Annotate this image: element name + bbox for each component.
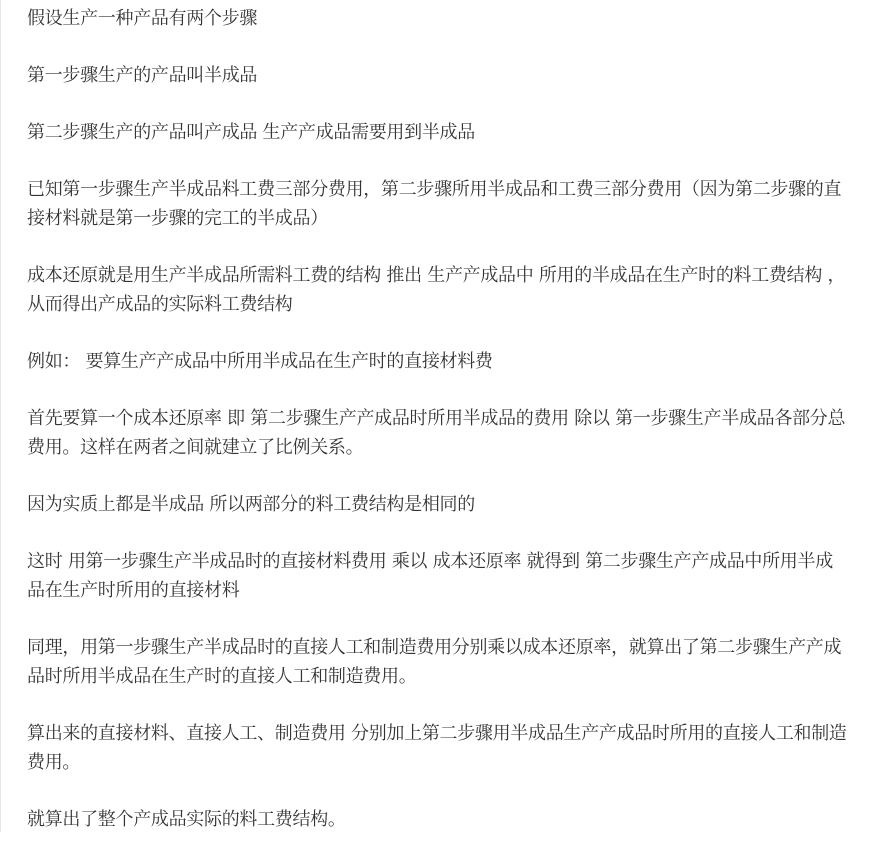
paragraph-10: 同理，用第一步骤生产半成品时的直接人工和制造费用分别乘以成本还原率，就算出了第二步骤生产产成品时所用半成品在生产时的直接人工和制造费用。 [27, 637, 842, 687]
article-body [27, 4, 849, 862]
left-border [0, 0, 1, 832]
paragraph-8: 因为实质上都是半成品 所以两部分的料工费结构是相同的 [27, 494, 475, 515]
paragraph-7: 首先要算一个成本还原率 即 第二步骤生产产成品时所用半成品的费用 除以 第一步骤生产半成品各部分总费用。这样在两者之间就建立了比例关系。 [27, 408, 846, 458]
paragraph-2: 第一步骤生产的产品叫半成品 [27, 65, 258, 86]
paragraph-9: 这时 用第一步骤生产半成品时的直接材料费用 乘以 成本还原率 就得到 第二步骤生产产成品中所用半成品在生产时所用的直接材料 [27, 551, 833, 601]
paragraph-6: 例如： 要算生产产成品中所用半成品在生产时的直接材料费 [27, 351, 493, 372]
paragraph-1: 假设生产一种产品有两个步骤 [27, 8, 258, 29]
paragraph-12: 就算出了整个产成品实际的料工费结构。 [27, 809, 346, 830]
paragraph-11: 算出来的直接材料、直接人工、制造费用 分别加上第二步骤用半成品生产产成品时所用的直接人工和制造费用。 [27, 723, 847, 773]
paragraph-5: 成本还原就是用生产半成品所需料工费的结构 推出 生产产成品中 所用的半成品在生产时的料工费结构 ，从而得出产成品的实际料工费结构 [27, 265, 846, 315]
paragraph-3: 第二步骤生产的产品叫产成品 生产产成品需要用到半成品 [27, 122, 475, 143]
paragraph-4: 已知第一步骤生产半成品料工费三部分费用，第二步骤所用半成品和工费三部分费用（因为第二步骤的直接材料就是第一步骤的完工的半成品） [27, 179, 842, 229]
